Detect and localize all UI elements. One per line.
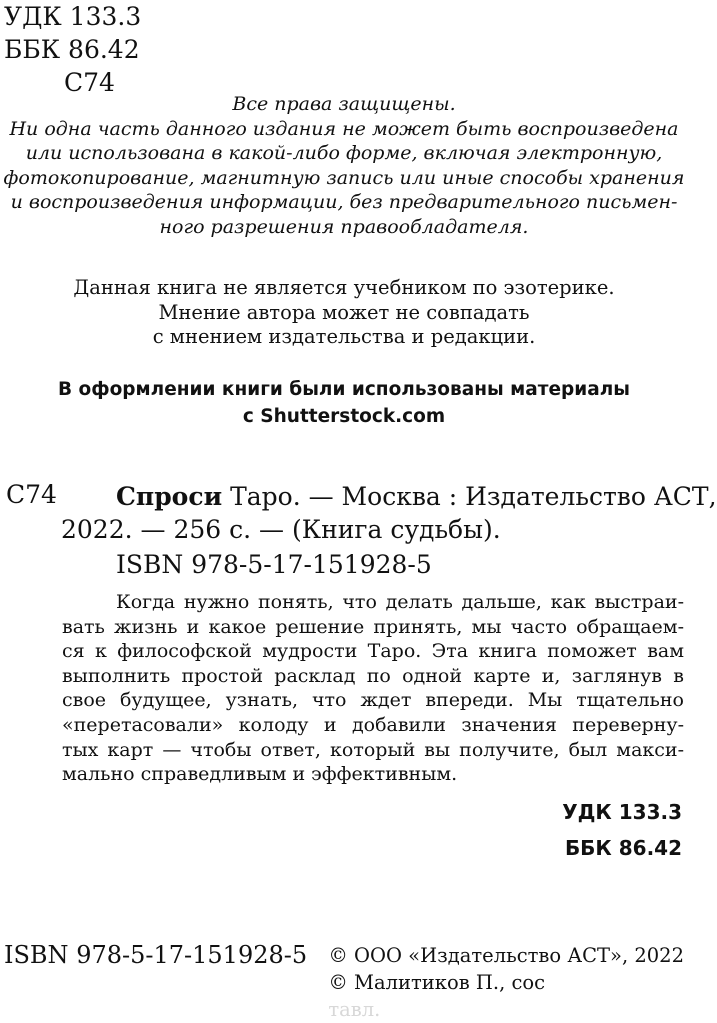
rights-notice [0, 92, 688, 239]
annotation [62, 590, 684, 787]
rights-line: Все права защищены. [232, 93, 456, 115]
bib-title: Спроси [116, 482, 223, 511]
disclaimer-line: с мнением издательства и редакции. [152, 325, 536, 348]
annotation-line: «перетасовали» колоду и добавили значения переверну- [62, 713, 684, 736]
rights-line: Ни одна часть данного издания не может быть воспроизведена [9, 117, 679, 140]
materials-credit [0, 376, 688, 430]
author-mark: С74 [64, 68, 115, 97]
annotation-line: Когда нужно понять, что делать дальше, как выстраи- [116, 591, 684, 613]
rights-line: фотокопирование, магнитную запись или иные способы хранения [3, 166, 685, 189]
bbk-code: ББК 86.42 [4, 35, 140, 64]
materials-line: В оформлении книги были использованы материалы [57, 379, 630, 400]
bib-line-1-rest: Таро. — Москва : Издательство АСТ, [222, 482, 717, 511]
footer-isbn: ISBN 978-5-17-151928-5 [4, 941, 308, 969]
disclaimer-line: Мнение автора может не совпадать [158, 300, 530, 324]
classification-codes-bottom [562, 794, 682, 866]
rights-line: ного разрешения правообладателя. [159, 215, 529, 238]
copyright-author: © Малитиков П., сос [328, 971, 546, 994]
copyright-author-faded: тавл. [328, 998, 381, 1021]
udk-code: УДК 133.3 [4, 2, 142, 31]
bib-line-2: 2022. — 256 с. — (Книга судьбы). [61, 515, 501, 544]
disclaimer-line: Данная книга не является учебником по эзотерике. [73, 276, 615, 299]
classification-codes-top [4, 0, 141, 99]
annotation-line: свое будущее, узнать, что ждет впереди. Мы тщательно [62, 689, 684, 712]
annotation-line: выполнить простой расклад по одной карте и, заглянув в [62, 664, 684, 687]
materials-line: с Shutterstock.com [242, 406, 446, 427]
bbk-code-bottom: ББК 86.42 [564, 836, 682, 860]
rights-line: и воспроизведения информации, без предварительного письмен- [10, 191, 678, 213]
annotation-line: мально справедливым и эффективным. [62, 763, 458, 786]
copyright-author-line [328, 969, 684, 1023]
copyright-publisher: © ООО «Издательство АСТ», 2022 [328, 944, 684, 967]
bibliographic-record [61, 480, 717, 546]
copyright-block [328, 942, 684, 1023]
bib-line-1 [116, 482, 717, 511]
annotation-line: тых карт — чтобы ответ, который вы получите, был макси- [62, 738, 684, 761]
catalog-author-mark: С74 [6, 480, 57, 509]
bib-isbn: ISBN 978-5-17-151928-5 [116, 550, 432, 579]
annotation-line: ся к философской мудрости Таро. Эта книга поможет вам [62, 640, 684, 663]
annotation-line: вать жизнь и какое решение принять, мы часто обращаем- [62, 615, 684, 638]
disclaimer [0, 276, 688, 350]
udk-code-bottom: УДК 133.3 [562, 800, 682, 824]
rights-line: или использована в какой-либо форме, включая электронную, [25, 142, 663, 164]
